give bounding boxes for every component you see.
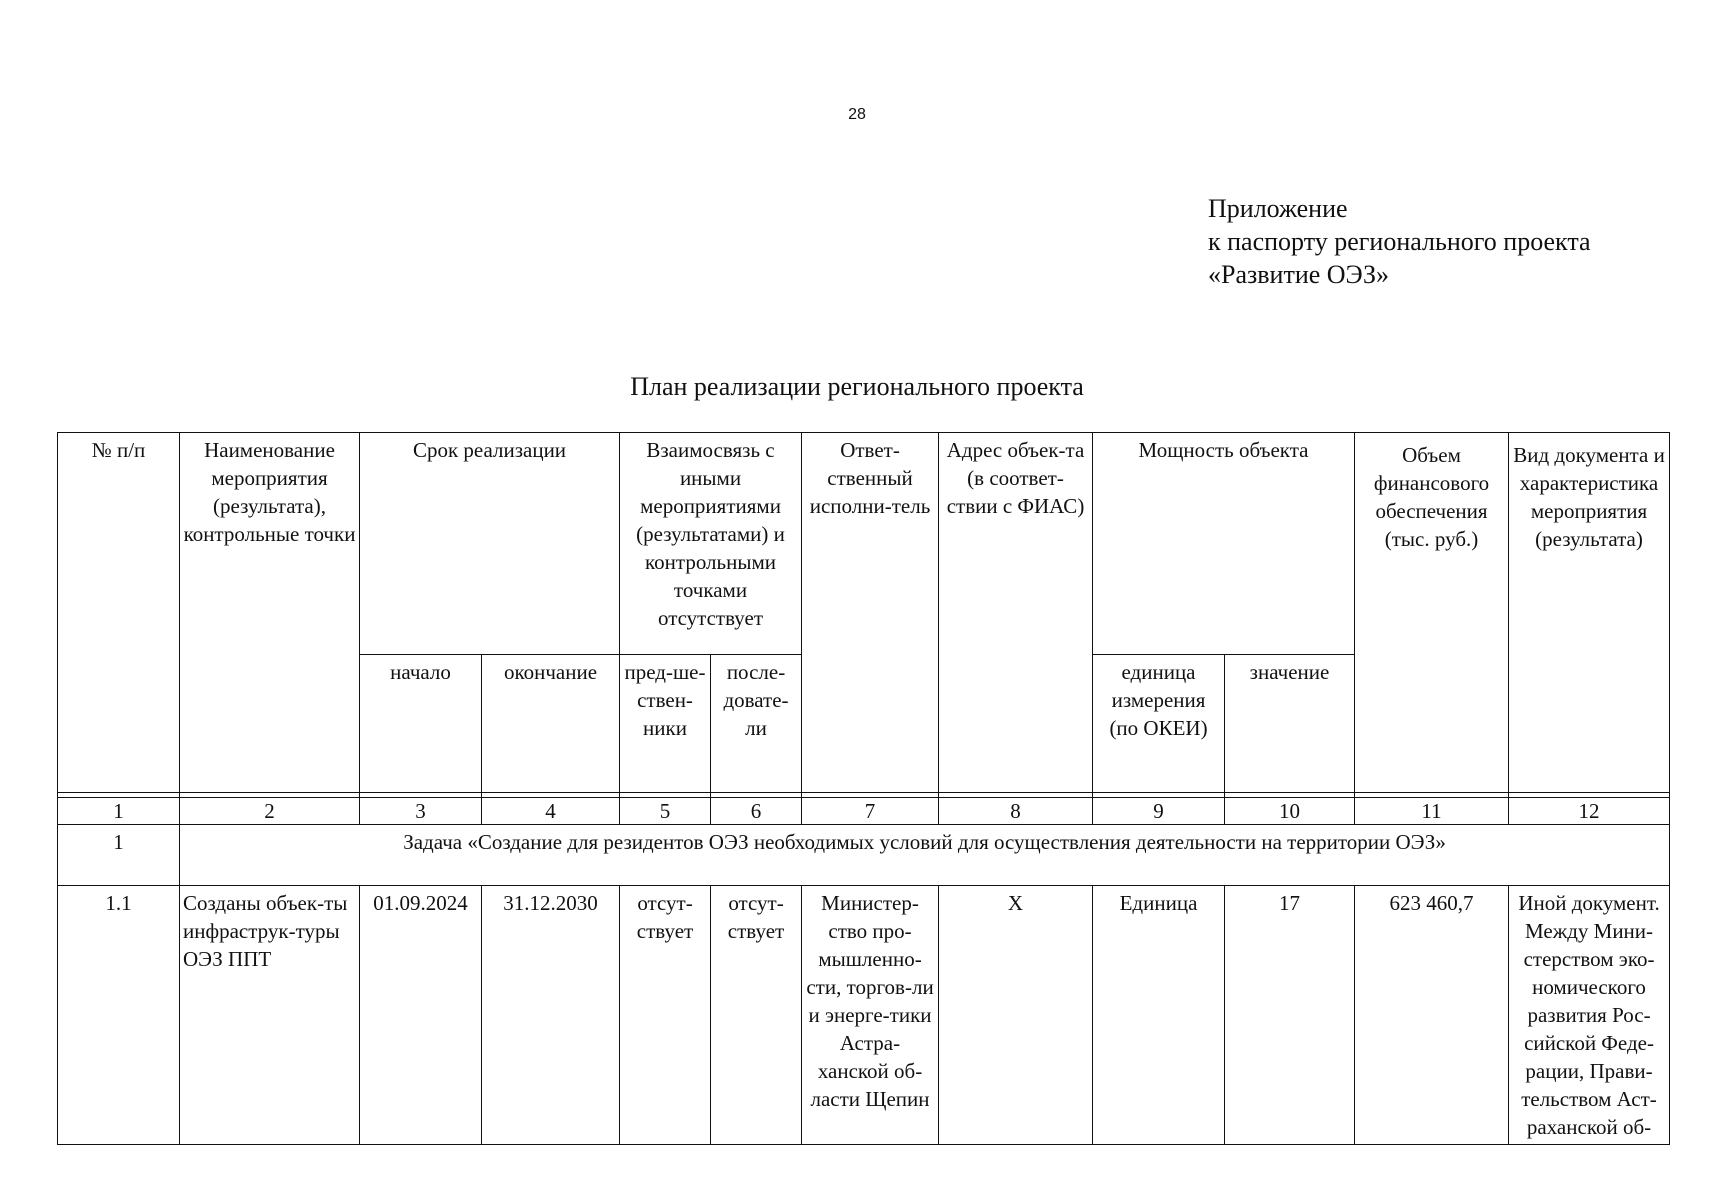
row-start-date: 01.09.2024 xyxy=(360,886,482,1145)
appendix-note xyxy=(1208,192,1591,291)
plan-title: План реализации регионального проекта xyxy=(630,372,1084,401)
column-number: 6 xyxy=(711,798,802,825)
header-capacity: Мощность объекта xyxy=(1093,433,1355,655)
task-row xyxy=(58,825,1670,886)
row-funding: 623 460,7 xyxy=(1355,886,1509,1145)
task-text: Задача «Создание для резидентов ОЭЗ необходимых условий для осуществления деятельности на территории ОЭЗ» xyxy=(180,825,1670,886)
header-links-pred: пред-ше-ствен-ники xyxy=(620,655,711,793)
column-number: 2 xyxy=(180,798,360,825)
row-responsible: Министер-ство про-мышленно-сти, торгов-ли и энерге-тики Астра-ханской об-ласти Щепин xyxy=(802,886,939,1145)
header-funding: Объем финансового обеспечения (тыс. руб.) xyxy=(1355,433,1509,793)
column-number: 3 xyxy=(360,798,482,825)
header-period-start: начало xyxy=(360,655,482,793)
header-period-end: окончание xyxy=(482,655,620,793)
page-number: 28 xyxy=(848,106,866,123)
column-number: 12 xyxy=(1509,798,1670,825)
column-number: 9 xyxy=(1093,798,1225,825)
row-unit: Единица xyxy=(1093,886,1225,1145)
header-period: Срок реализации xyxy=(360,433,620,655)
column-number: 7 xyxy=(802,798,939,825)
header-responsible: Ответ-ственный исполни-тель xyxy=(802,433,939,793)
column-number: 1 xyxy=(58,798,180,825)
column-number: 8 xyxy=(939,798,1093,825)
header-links: Взаимосвязь с иными мероприятиями (результатами) и контрольными точками отсутствует xyxy=(620,433,802,655)
column-number: 4 xyxy=(482,798,620,825)
header-row-top xyxy=(58,433,1670,655)
table-row xyxy=(58,886,1670,1145)
header-name: Наименование мероприятия (результата), контрольные точки xyxy=(180,433,360,793)
row-predecessors: отсут-ствует xyxy=(620,886,711,1145)
column-number: 5 xyxy=(620,798,711,825)
row-number: 1.1 xyxy=(58,886,180,1145)
row-successors: отсут-ствует xyxy=(711,886,802,1145)
row-end-date: 31.12.2030 xyxy=(482,886,620,1145)
header-links-succ: после-довате-ли xyxy=(711,655,802,793)
row-doc-type: Иной документ. Между Мини-стерством эко-номического развития Рос-сийской Феде-рации, Прави-тельством Аст-раханской об- xyxy=(1509,886,1670,1145)
row-address: Х xyxy=(939,886,1093,1145)
appendix-line-1: Приложение xyxy=(1208,194,1348,223)
column-number: 11 xyxy=(1355,798,1509,825)
header-num: № п/п xyxy=(58,433,180,793)
column-number: 10 xyxy=(1225,798,1355,825)
plan-table xyxy=(57,432,1670,1145)
row-value: 17 xyxy=(1225,886,1355,1145)
row-name: Созданы объек-ты инфраструк-туры ОЭЗ ППТ xyxy=(180,886,360,1145)
header-address: Адрес объек-та (в соответ-ствии с ФИАС) xyxy=(939,433,1093,793)
header-capacity-value: значение xyxy=(1225,655,1355,793)
task-number: 1 xyxy=(58,825,180,886)
appendix-line-3: «Развитие ОЭЗ» xyxy=(1208,260,1390,289)
column-number-row xyxy=(58,798,1670,825)
header-capacity-unit: единица измерения (по ОКЕИ) xyxy=(1093,655,1225,793)
appendix-line-2: к паспорту регионального проекта xyxy=(1208,227,1591,256)
header-doc-type: Вид документа и характеристика мероприятия (результата) xyxy=(1509,433,1670,793)
